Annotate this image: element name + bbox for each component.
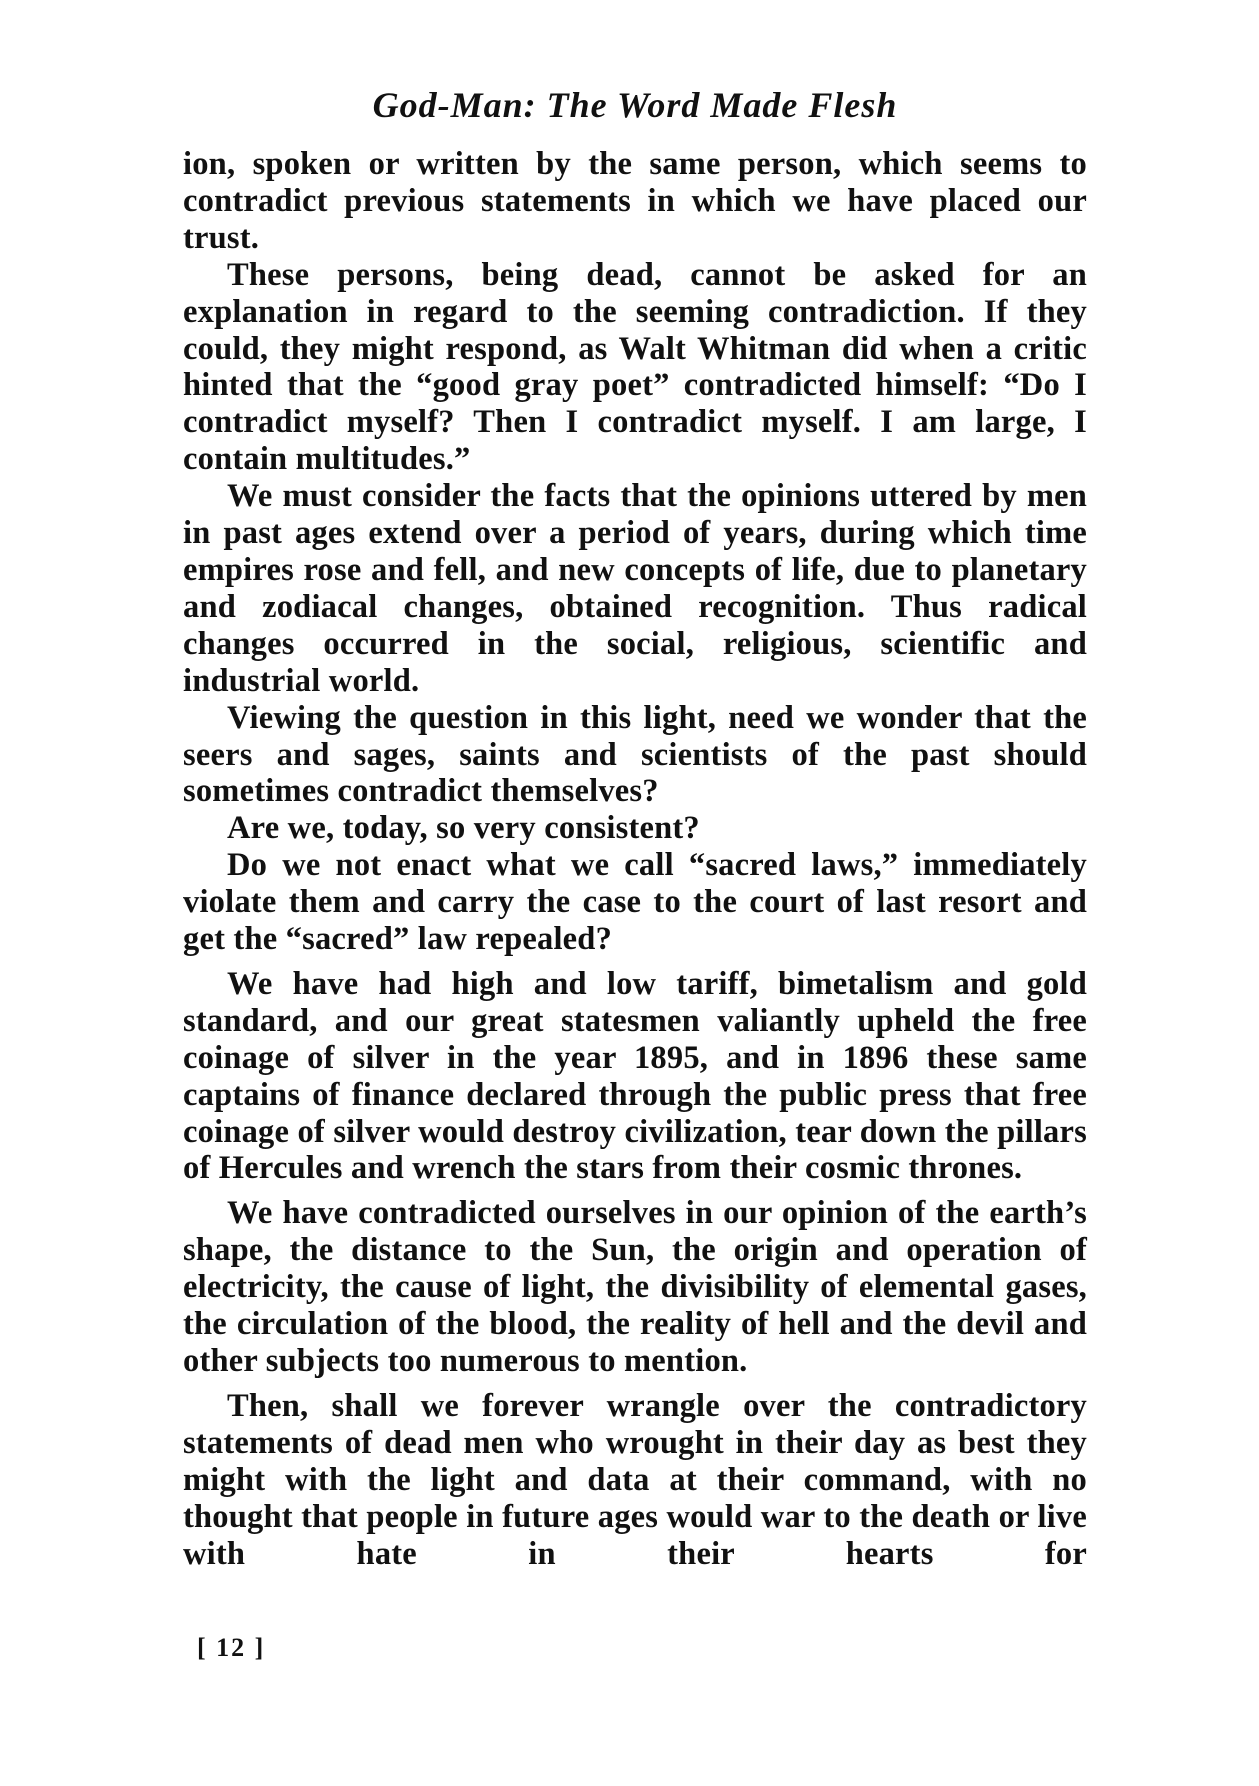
paragraph-sacred-laws: Do we not enact what we call “sacred laws,” immediately violate them and carry the case to the court of last resort and get the “sacred” law repealed?: [183, 847, 1087, 958]
paragraph-contradicted-ourselves: We have contradicted ourselves in our opinion of the earth’s shape, the distance to the Sun, the origin and operation of electricity, the cause of light, the divisibility of elemental gases, the circulation of the blood, the reality of hell and the devil and other subjects too numerous to mention.: [183, 1195, 1087, 1379]
paragraph-tariff-silver: We have had high and low tariff, bimetalism and gold standard, and our great statesmen valiantly upheld the free coinage of silver in the year 1895, and in 1896 these same captains of finance declared through the public press that free coinage of silver would destroy civilization, tear down the pillars of Hercules and wrench the stars from their cosmic thrones.: [183, 965, 1087, 1187]
book-page: [183, 0, 1087, 1786]
page-number: [ 12 ]: [197, 1633, 266, 1662]
body-text: [183, 146, 1087, 1572]
paragraph-past-ages: We must consider the facts that the opinions uttered by men in past ages extend over a period of years, during which time empires rose and fell, and new concepts of life, due to planetary and zodiacal changes, obtained recognition. Thus radical changes occurred in the social, religious, scientific and industrial world.: [183, 478, 1087, 699]
paragraph-whitman: These persons, being dead, cannot be asked for an explanation in regard to the seeming contradiction. If they could, they might respond, as Walt Whitman did when a critic hinted that the “good gray poet” contradicted himself: “Do I contradict myself? Then I contradict myself. I am large, I contain multitudes.”: [183, 256, 1087, 478]
running-head: God-Man: The Word Made Flesh: [372, 85, 898, 125]
paragraph-seers-sages: Viewing the question in this light, need we wonder that the seers and sages, saints and scientists of the past should sometimes contradict themselves?: [183, 699, 1087, 810]
paragraph-continuation: ion, spoken or written by the same person, which seems to contradict previous statements in which we have placed our trust.: [183, 146, 1087, 256]
paragraph-wrangle: Then, shall we forever wrangle over the contradictory statements of dead men who wrought in their day as best they might with the light and data at their command, with no thought that people in future ages would war to the death or live with hate in their hearts for: [183, 1387, 1087, 1572]
paragraph-consistent: Are we, today, so very consistent?: [227, 810, 700, 847]
